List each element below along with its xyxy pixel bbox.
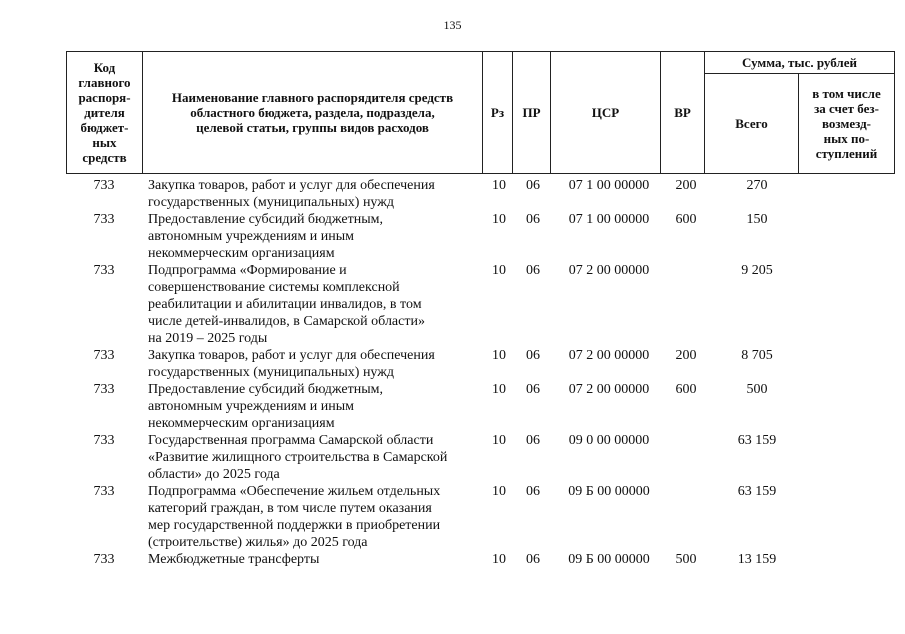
table-row [66, 483, 894, 551]
pr-cell: 06 [526, 178, 540, 193]
name-line: числе детей-инвалидов, в Самарской области» [148, 314, 425, 329]
name-line: реабилитации и абилитации инвалидов, в том [148, 297, 422, 312]
code-cell: 733 [93, 382, 115, 397]
table-row [66, 177, 894, 211]
name-line: Закупка товаров, работ и услуг для обеспечения [148, 178, 435, 193]
name-line: Межбюджетные трансферты [148, 552, 320, 567]
header-code-line: распоря- [78, 90, 131, 105]
header-code-line: дителя [84, 105, 125, 120]
rz-cell: 10 [492, 348, 506, 363]
table-row [66, 347, 894, 381]
name-cell [148, 551, 488, 568]
name-cell [148, 262, 488, 347]
pr-cell: 06 [526, 348, 540, 363]
table-row [66, 432, 894, 483]
code-cell: 733 [93, 212, 115, 227]
total-cell: 63 159 [737, 484, 777, 499]
total-cell: 150 [746, 212, 768, 227]
rz-cell: 10 [492, 382, 506, 397]
name-line: государственных (муниципальных) нужд [148, 365, 395, 380]
name-line: государственных (муниципальных) нужд [148, 195, 395, 210]
code-cell: 733 [93, 263, 115, 278]
header-code-line: бюджет- [80, 120, 129, 135]
name-line: мер государственной поддержки в приобретении [148, 518, 441, 533]
vr-cell: 600 [675, 382, 697, 397]
csr-cell: 09 Б 00 00000 [568, 552, 650, 567]
table-row [66, 211, 894, 262]
table-row [66, 262, 894, 347]
name-line: «Развитие жилищного строительства в Самарской [148, 450, 448, 465]
vr-cell: 500 [675, 552, 697, 567]
header-pr: ПР [513, 52, 551, 174]
name-line: Подпрограмма «Обеспечение жильем отдельных [148, 484, 441, 499]
table-body [66, 177, 894, 568]
name-line: некоммерческим организациям [148, 416, 335, 431]
name-line: некоммерческим организациям [148, 246, 335, 261]
vr-cell: 200 [675, 348, 697, 363]
total-cell: 500 [746, 382, 768, 397]
page-number: 135 [443, 18, 462, 32]
name-cell [148, 347, 488, 381]
total-cell: 270 [746, 178, 768, 193]
code-cell: 733 [93, 348, 115, 363]
name-cell [148, 177, 488, 211]
header-free-line: за счет без- [814, 101, 879, 117]
header-name-line: Наименование главного распорядителя средств [171, 90, 454, 105]
header-csr: ЦСР [551, 52, 661, 174]
name-line: (строительстве) жилья» до 2025 года [148, 535, 368, 550]
csr-cell: 07 1 00 00000 [568, 178, 650, 193]
header-code-line: средств [82, 150, 127, 165]
rz-cell: 10 [492, 433, 506, 448]
vr-cell: 200 [675, 178, 697, 193]
total-cell: 63 159 [737, 433, 777, 448]
header-free [799, 74, 895, 174]
code-cell: 733 [93, 178, 115, 193]
header-code-line: главного [78, 75, 131, 90]
header-free-line: ных по- [823, 131, 870, 147]
code-cell: 733 [93, 484, 115, 499]
name-line: совершенствование системы комплексной [148, 280, 400, 295]
name-cell [148, 432, 488, 483]
header-rz: Рз [483, 52, 513, 174]
header-code-line: ных [92, 135, 117, 150]
rz-cell: 10 [492, 484, 506, 499]
header-free-line: в том числе [812, 86, 881, 102]
name-cell [148, 211, 488, 262]
rz-cell: 10 [492, 552, 506, 567]
name-line: области» до 2025 года [148, 467, 280, 482]
code-cell: 733 [93, 552, 115, 567]
total-cell: 13 159 [737, 552, 777, 567]
header-free-line: возмезд- [822, 116, 871, 132]
header-name [143, 52, 483, 174]
name-line: Закупка товаров, работ и услуг для обеспечения [148, 348, 435, 363]
header-total: Всего [705, 74, 799, 174]
pr-cell: 06 [526, 263, 540, 278]
table-header [66, 51, 895, 174]
table-row [66, 551, 894, 568]
name-line: автономным учреждениям и иным [148, 229, 355, 244]
name-line: автономным учреждениям и иным [148, 399, 355, 414]
header-vr: ВР [661, 52, 705, 174]
header-name-line: областного бюджета, раздела, подраздела, [190, 105, 435, 120]
vr-cell: 600 [675, 212, 697, 227]
name-cell [148, 381, 488, 432]
name-line: Предоставление субсидий бюджетным, [148, 212, 384, 227]
name-cell [148, 483, 488, 551]
rz-cell: 10 [492, 263, 506, 278]
csr-cell: 07 2 00 00000 [568, 263, 650, 278]
csr-cell: 07 2 00 00000 [568, 382, 650, 397]
pr-cell: 06 [526, 433, 540, 448]
pr-cell: 06 [526, 552, 540, 567]
table-row [66, 381, 894, 432]
header-code-line: Код [93, 60, 116, 75]
csr-cell: 09 Б 00 00000 [568, 484, 650, 499]
header-name-line: целевой статьи, группы видов расходов [196, 120, 429, 135]
code-cell: 733 [93, 433, 115, 448]
total-cell: 8 705 [741, 348, 773, 363]
csr-cell: 07 2 00 00000 [568, 348, 650, 363]
csr-cell: 07 1 00 00000 [568, 212, 650, 227]
name-line: Предоставление субсидий бюджетным, [148, 382, 384, 397]
name-line: на 2019 – 2025 годы [148, 331, 268, 346]
header-sum: Сумма, тыс. рублей [705, 52, 895, 74]
name-line: Государственная программа Самарской области [148, 433, 434, 448]
total-cell: 9 205 [741, 263, 773, 278]
header-code [67, 52, 143, 174]
name-line: категорий граждан, в том числе путем оказания [148, 501, 432, 516]
header-free-line: ступлений [815, 146, 878, 162]
pr-cell: 06 [526, 212, 540, 227]
rz-cell: 10 [492, 178, 506, 193]
csr-cell: 09 0 00 00000 [568, 433, 650, 448]
rz-cell: 10 [492, 212, 506, 227]
name-line: Подпрограмма «Формирование и [148, 263, 347, 278]
pr-cell: 06 [526, 382, 540, 397]
pr-cell: 06 [526, 484, 540, 499]
